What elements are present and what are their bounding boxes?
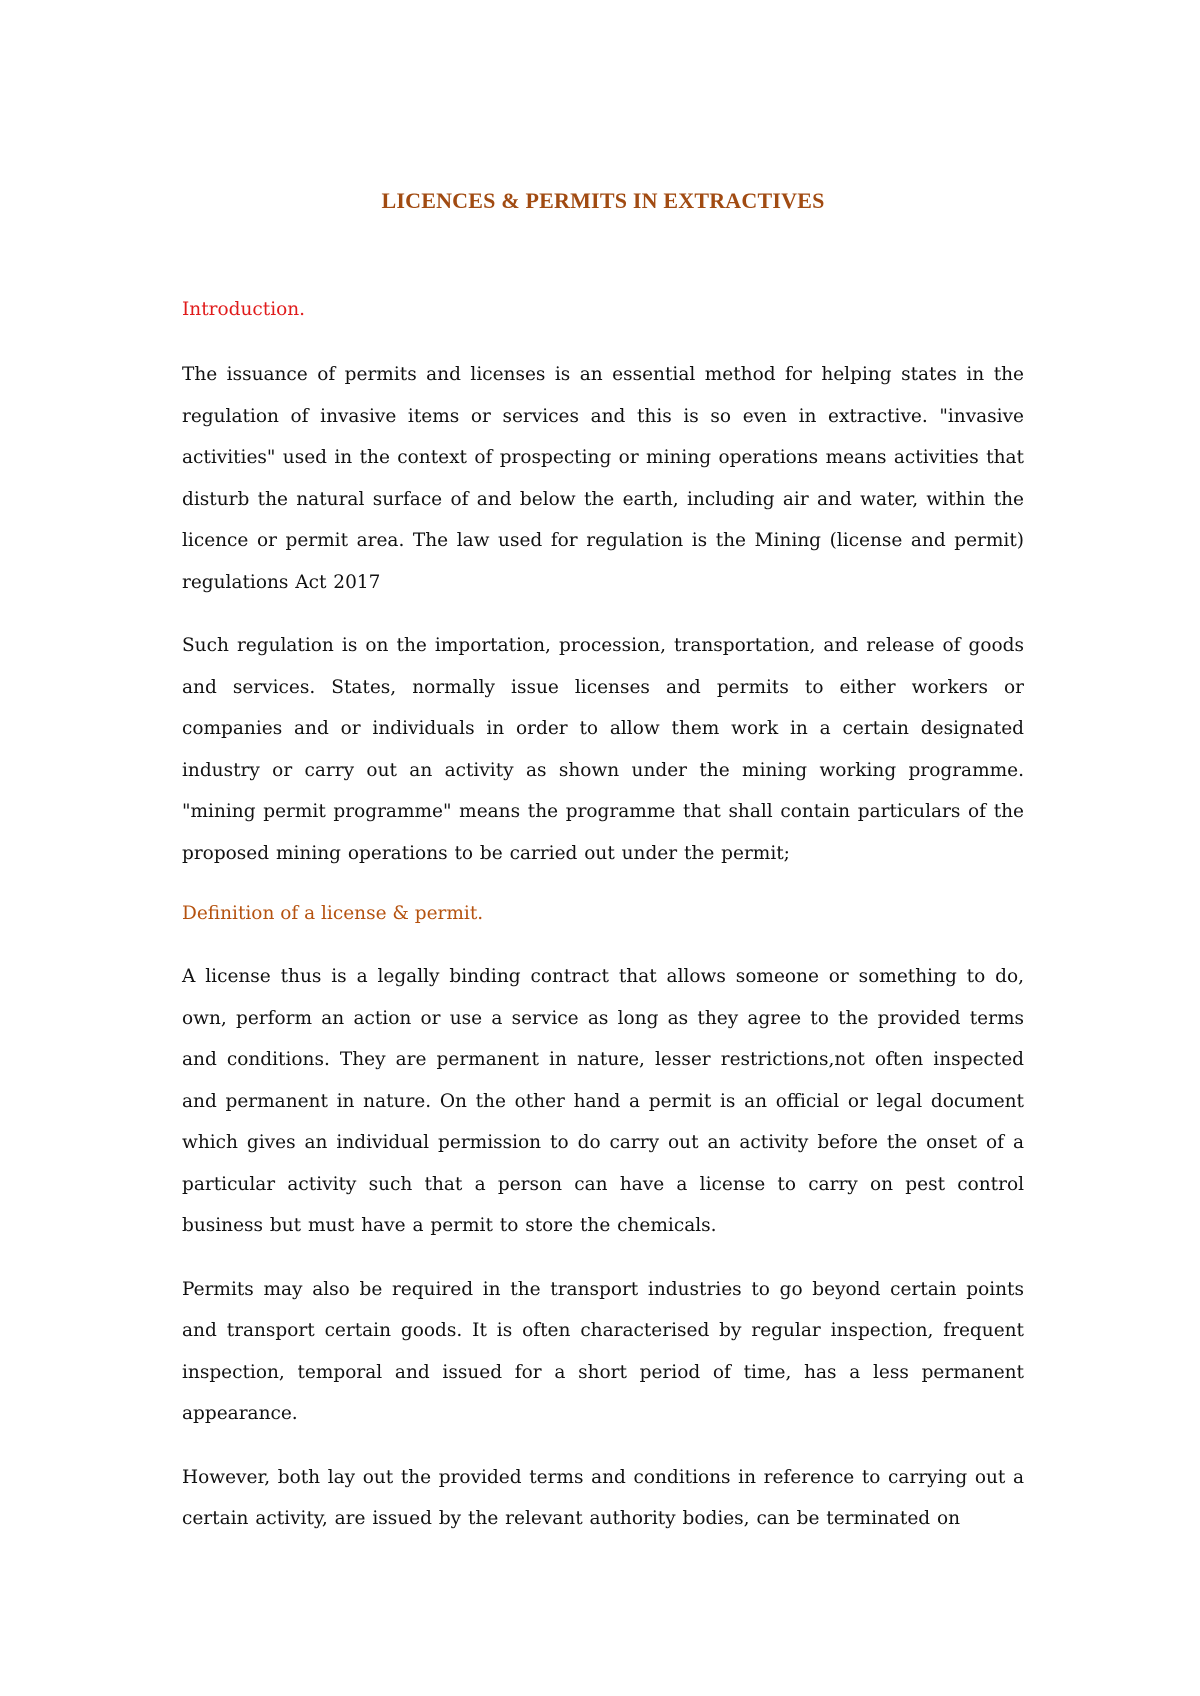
intro-paragraph-1: The issuance of permits and licenses is an essential method for helping states in the regulation of invasive items or services and this is so even in extractive. "invasive activities" used in the context of prospecting or mining operations means activities that disturb the natural surface of and below the earth, including air and water, within the licence or permit area. The law used for regulation is the Mining (license and permit) regulations Act 2017	[182, 364, 1024, 593]
definition-paragraph-1: A license thus is a legally binding contract that allows someone or something to do, own, perform an action or use a service as long as they agree to the provided terms and conditions. They are permanent in nature, lesser restrictions,not often inspected and permanent in nature. On the other hand a permit is an official or legal document which gives an individual permission to do carry out an activity before the onset of a particular activity such that a person can have a license to carry on pest control business but must have a permit to store the chemicals.	[182, 966, 1024, 1236]
introduction-heading: Introduction.	[182, 299, 306, 320]
definition-paragraph-3: However, both lay out the provided terms and conditions in reference to carrying out a certain activity, are issued by the relevant authority bodies, can be terminated on	[182, 1466, 1024, 1529]
intro-paragraph-2: Such regulation is on the importation, procession, transportation, and release of goods and services. States, normally issue licenses and permits to either workers or companies and or individuals in order to allow them work in a certain designated industry or carry out an activity as shown under the mining working programme. "mining permit programme" means the programme that shall contain particulars of the proposed mining operations to be carried out under the permit;	[182, 635, 1024, 864]
document-title: LICENCES & PERMITS IN EXTRACTIVES	[381, 188, 825, 213]
document-body	[182, 188, 1024, 1562]
definition-heading: Definition of a license & permit.	[182, 903, 484, 924]
definition-paragraph-2: Permits may also be required in the transport industries to go beyond certain points and transport certain goods. It is often characterised by regular inspection, frequent inspection, temporal and issued for a short period of time, has a less permanent appearance.	[182, 1278, 1024, 1424]
